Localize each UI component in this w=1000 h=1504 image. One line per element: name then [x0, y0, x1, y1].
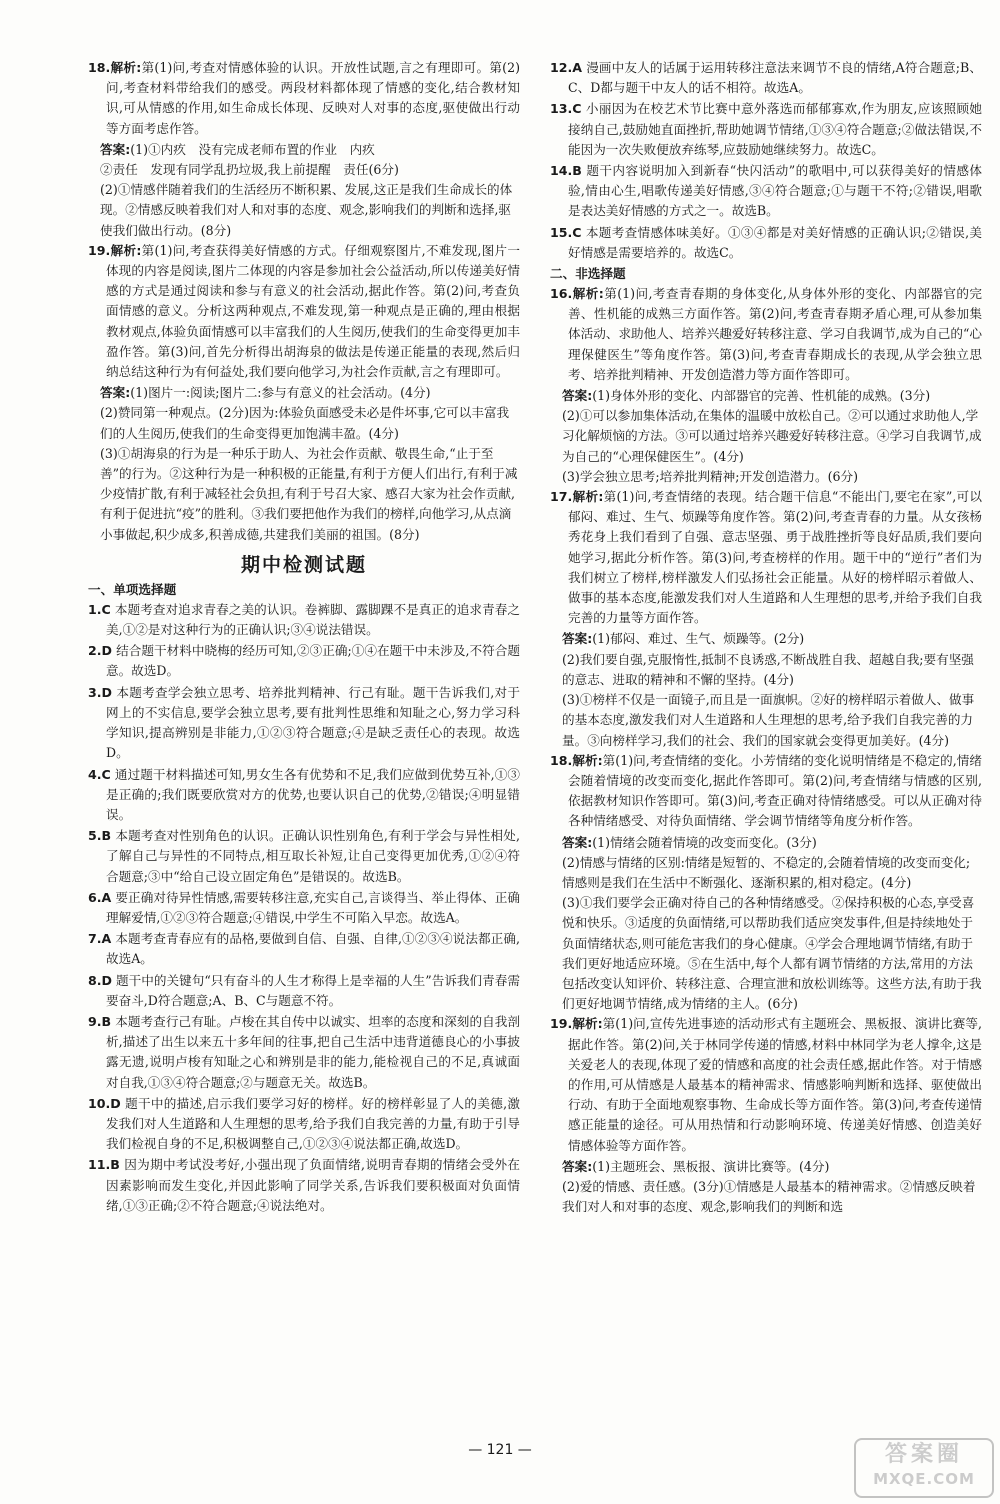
- analysis-label: 解析: [572, 489, 599, 505]
- answer-line: (1)图片一:阅读;图片二:参与有意义的社会活动。(4分): [130, 385, 431, 401]
- answer-line: (2)①可以参加集体活动,在集体的温暖中放松自己。②可以通过求助他人,学习化解烦恼的方法。③可以通过培养兴趣爱好转移注意。④学习自我调节,成为自己的“心理保健医生”。(4分): [562, 408, 982, 464]
- answer-label: 答案: [562, 1158, 588, 1174]
- question-number: 19.: [550, 1016, 573, 1032]
- analysis-text: 第(1)问,考查情绪的变化。小芳情绪的变化说明情绪是不稳定的,情绪会随着情境的改变而变化,据此作答即可。第(2)问,考查情绪与情感的区别,依据教材知识作答即可。第(3)问,考查正确对待情绪感受。可以从正确对待各种情绪感受、对待负面情绪、学会调节情绪等角度分析作答。: [568, 752, 982, 829]
- answer-line: (1)郁闷、难过、生气、烦躁等。(2分): [592, 631, 805, 647]
- mcq-explanation: 本题考查学会独立思考、培养批判精神、行己有耻。题干告诉我们,对于网上的不实信息,要学会独立思考,要有批判性思维和知耻之心,努力学习科学知识,提高辨别是非能力,①②③符合题意;④是缺乏责任心的表现。故选D。: [106, 684, 520, 761]
- answer-label: 答案: [562, 631, 588, 647]
- answer-line: (3)①我们要学会正确对待自己的各种情绪感受。②保持积极的心态,享受喜悦和快乐。③适度的负面情绪,可以帮助我们适应突发事件,但是持续地处于负面情绪状态,则可能危害我们的身心健康。④学会合理地调节情绪,有助于我们更好地适应环境。⑤在生活中,每个人都有调节情绪的方法,常用的方法包括改变认知评价、转移注意、合理宣泄和放松训练等。这些方法,有助于我们更好地调节情绪,成为情绪的主人。(6分): [562, 895, 982, 1012]
- mcq-item: [88, 683, 520, 764]
- answer-line: (2)爱的情感、责任感。(3分)①情感是人最基本的精神需求。②情感反映着我们对人和对事的态度、观念,影响我们的判断和选: [562, 1178, 976, 1215]
- mcq-item: [88, 641, 520, 681]
- section-heading: 二、非选择题: [550, 266, 626, 282]
- question-number: 9.B: [88, 1013, 112, 1029]
- mcq-explanation: 本题考查青春应有的品格,要做到自信、自强、自律,①②③④说法都正确,故选A。: [106, 931, 520, 967]
- mcq-item: [88, 971, 520, 1011]
- mcq-item: [88, 826, 520, 887]
- mcq-explanation: 本题考查对性别角色的认识。正确认识性别角色,有利于学会与异性相处,了解自己与异性的不同特点,相互取长补短,让自己变得更加优秀,①②④符合题意;③中“给自己设立固定角色”是错误的。故选B。: [106, 828, 520, 884]
- right-q16-analysis: 16.解析:第(1)问,考查青春期的身体变化,从身体外形的变化、内部器官的完善、性机能的成熟三方面作答。第(2)问,考查青春期矛盾心理,可从参加集体活动、求助他人、培养兴趣爱好转移注意、学习自我调节,成为自己的“心理保健医生”等角度作答。第(3)问,考查青春期成长的表现,从学会独立思考、培养批判精神、开发创造潜力等方面作答即可。: [550, 286, 982, 382]
- analysis-text: 第(1)问,考查情绪的表现。结合题干信息“不能出门,要宅在家”,可以郁闷、难过、生气、烦躁等角度作答。第(2)问,考查青春的力量。从女孩杨秀花身上我们看到了自强、意志坚强、勇于战胜挫折等良好品质,我们要向她学习,据此分析作答。第(3)问,考查榜样的作用。题干中的“逆行”者们为我们树立了榜样,榜样激发人们弘扬社会正能量。从好的榜样昭示着做人、做事的基本态度,能激发我们对人生道路和人生理想的思考,并给予我们自我完善的力量等方面作答。: [568, 489, 983, 626]
- mcq-item: [550, 99, 982, 160]
- analysis-label: 解析: [572, 286, 599, 302]
- mcq-item: [88, 1094, 520, 1155]
- question-number: 18.: [550, 752, 573, 768]
- answer-line: (2)情感与情绪的区别:情绪是短暂的、不稳定的,会随着情境的改变而变化;情感则是我们在生活中不断强化、逐渐积累的,相对稳定。(4分): [562, 854, 971, 890]
- answer-line: (1)情绪会随着情境的改变而变化。(3分): [592, 834, 817, 850]
- mcq-explanation: 题干中的关键句“只有奋斗的人生才称得上是幸福的人生”告诉我们青春需要奋斗,D符合题意;A、B、C与题意不符。: [106, 972, 520, 1008]
- question-number: 17.: [550, 489, 573, 505]
- question-number: 16.: [550, 286, 573, 302]
- watermark-text: 答案圈: [884, 1442, 963, 1467]
- analysis-label: 解析: [110, 242, 137, 258]
- mcq-explanation: 小丽因为在校艺术节比赛中意外落选而郁郁寡欢,作为朋友,应该照顾她接纳自己,鼓励她直面挫折,帮助她调节情绪,①③④符合题意;②做法错误,不能因为一次失败便放弃练琴,应鼓励她继续努力。故选C。: [568, 101, 982, 157]
- answer-line: (2)①情感伴随着我们的生活经历不断积累、发展,这正是我们生命成长的体现。②情感反映着我们对人和对事的态度、观念,影响我们的判断和选择,驱使我们做出行动。(8分): [100, 182, 513, 238]
- analysis-text: 第(1)问,宣传先进事迹的活动形式有主题班会、黑板报、演讲比赛等,据此作答。第(2)问,关于林同学传递的情感,材料中林同学为老人撑伞,这是关爱老人的表现,体现了爱的情感和高度的社会责任感,据此作答。对于情感的作用,可从情感是人最基本的精神需求、情感影响判断和选择、驱使做出行动、有助于全面地观察事物、生命成长等方面作答。第(3)问,考查传递情感正能量的途径。可从用热情和行动影响环境、传递美好情感、创造美好情感体验等方面作答。: [568, 1016, 982, 1153]
- question-number: 11.B: [88, 1157, 120, 1173]
- section-title: 期中检测试题: [240, 553, 367, 576]
- question-number: 18.: [88, 60, 111, 75]
- analysis-text: 第(1)问,考查对情感体验的认识。开放性试题,言之有理即可。第(2)问,考查材料带给我们的感受。两段材料都体现了情感的变化,结合教材知识,可从情感的作用,如生命成长体现、反映对人对事的态度,驱使做出行动等方面考虑作答。: [106, 60, 521, 136]
- analysis-label: 解析: [572, 1016, 598, 1032]
- page-number: — 121 —: [468, 1442, 532, 1458]
- answer-line: (1)主题班会、黑板报、演讲比赛等。(4分): [592, 1158, 830, 1174]
- mcq-explanation: 本题考查对追求青春之美的认识。卷裤脚、露脚踝不是真正的追求青春之美,①②是对这种行为的正确认识;③④说法错误。: [106, 601, 520, 638]
- left-q19-analysis: 19.解析:第(1)问,考查获得美好情感的方式。仔细观察图片,不难发现,图片一体现的内容是阅读,图片二体现的内容是参加社会公益活动,所以传递美好情感的方式是通过阅读和参与有意义的社会活动,据此作答。第(2)问,考查负面情感的意义。分析这两种观点,不难发现,第一种观点是正确的,理由根据教材观点,体验负面情感可以丰富我们的人生阅历,使我们的生命变得更加丰盈作答。第(3)问,首先分析得出胡海泉的做法是传递正能量的表现,然后归纳总结这种行为有何益处,我们要向他学习,为社会作贡献,言之有理即可。: [88, 242, 520, 380]
- right-q17-answer: 答案:(1)郁闷、难过、生气、烦躁等。(2分): [562, 631, 805, 647]
- mcq-explanation: 本题考查情感体味美好。①③④都是对美好情感的正确认识;②错误,美好情感是需要培养的。故选C。: [568, 224, 982, 260]
- mcq-explanation: 结合题干材料中晓梅的经历可知,②③正确;①④在题干中未涉及,不符合题意。故选D。: [106, 643, 520, 679]
- answer-label: 答案: [100, 385, 126, 401]
- mcq-item: [88, 765, 520, 826]
- mcq-item: [88, 929, 520, 969]
- answer-label: 答案: [562, 388, 588, 404]
- question-number: 8.D: [88, 972, 113, 988]
- watermark-logo: [854, 1438, 994, 1498]
- answer-line: ②责任 发现有同学乱扔垃圾,我上前提醒 责任(6分): [100, 162, 399, 178]
- question-number: 3.D: [88, 684, 113, 700]
- answer-line: (2)赞同第一种观点。(2分)因为:体验负面感受未必是件坏事,它可以丰富我们的人生阅历,使我们的生命变得更加饱满丰盈。(4分): [100, 405, 510, 441]
- left-q18-analysis: 18.解析:第(1)问,考查对情感体验的认识。开放性试题,言之有理即可。第(2)问,考查材料带给我们的感受。两段材料都体现了情感的变化,结合教材知识,可从情感的作用,如生命成长体现、反映对人对事的态度,驱使做出行动等方面考虑作答。: [88, 60, 521, 136]
- left-q18-answer: 答案:(1)①内疚 没有完成老师布置的作业 内疚: [100, 141, 375, 157]
- question-number: 1.C: [88, 601, 111, 617]
- question-number: 6.A: [88, 889, 112, 905]
- mcq-item: [88, 1155, 520, 1216]
- mcq-explanation: 要正确对待异性情感,需要转移注意,充实自己,言谈得当、举止得体、正确理解爱情,①②③符合题意;④错误,中学生不可陷入早恋。故选A。: [106, 889, 520, 925]
- analysis-label: 解析: [572, 752, 598, 768]
- mcq-item: [550, 223, 982, 263]
- right-column: [550, 58, 982, 1217]
- question-number: 14.B: [550, 163, 582, 179]
- mcq-explanation: 本题考查行己有耻。卢梭在其自传中以诚实、坦率的态度和深刻的自我剖析,描述了出生以来五十多年间的往事,把自己生活中违背道德良心的小事披露无遗,说明卢梭有知耻之心和辨别是非的能力,能检视自己的不足,真诚面对自我,①③④符合题意;②与题意无关。故选B。: [106, 1013, 520, 1090]
- mcq-item: [88, 600, 520, 640]
- watermark-url: MXQE.COM: [873, 1470, 975, 1488]
- mcq-item: [550, 58, 982, 98]
- section-heading: 一、单项选择题: [88, 581, 177, 597]
- mcq-explanation: 题干内容说明加入到新春“快闪活动”的歌唱中,可以获得美好的情感体验,情由心生,唱歌传递美好情感,③④符合题意;①与题干不符;②错误,唱歌是表达美好情感的方式之一。故选B。: [568, 163, 982, 219]
- page: [88, 58, 984, 1438]
- question-number: 4.C: [88, 766, 111, 782]
- mcq-explanation: 漫画中友人的话属于运用转移注意法来调节不良的情绪,A符合题意;B、C、D都与题干中友人的话不相符。故选A。: [568, 60, 982, 96]
- question-number: 7.A: [88, 931, 112, 947]
- analysis-label: 解析: [110, 60, 137, 75]
- analysis-text: 第(1)问,考查青春期的身体变化,从身体外形的变化、内部器官的完善、性机能的成熟三方面作答。第(2)问,考查青春期矛盾心理,可从参加集体活动、求助他人、培养兴趣爱好转移注意、学习自我调节,成为自己的“心理保健医生”等角度作答。第(3)问,考查青春期成长的表现,从学会独立思考、培养批判精神、开发创造潜力等方面作答即可。: [568, 286, 982, 382]
- right-q18-analysis: 18.解析:第(1)问,考查情绪的变化。小芳情绪的变化说明情绪是不稳定的,情绪会随着情境的改变而变化,据此作答即可。第(2)问,考查情绪与情感的区别,依据教材知识作答即可。第(3)问,考查正确对待情绪感受。可以从正确对待各种情绪感受、对待负面情绪、学会调节情绪等角度分析作答。: [550, 752, 982, 829]
- answer-label: 答案: [562, 834, 588, 850]
- answer-line: (3)①榜样不仅是一面镜子,而且是一面旗帜。②好的榜样昭示着做人、做事的基本态度,激发我们对人生道路和人生理想的思考,给予我们自我完善的力量。③向榜样学习,我们的社会、我们的国家就会变得更加美好。(4分): [562, 692, 975, 748]
- right-q19-analysis: 19.解析:第(1)问,宣传先进事迹的活动形式有主题班会、黑板报、演讲比赛等,据此作答。第(2)问,关于林同学传递的情感,材料中林同学为老人撑伞,这是关爱老人的表现,体现了爱的情感和高度的社会责任感,据此作答。对于情感的作用,可从情感是人最基本的精神需求、情感影响判断和选择、驱使做出行动、有助于全面地观察事物、生命成长等方面作答。第(3)问,考查传递情感正能量的途径。可从用热情和行动影响环境、传递美好情感、创造美好情感体验等方面作答。: [550, 1016, 982, 1153]
- question-number: 5.B: [88, 828, 112, 844]
- answer-line: (3)①胡海泉的行为是一种乐于助人、为社会作贡献、敬畏生命,“止于至善”的行为。②这种行为是一种积极的正能量,有利于方便人们出行,有利于减少疫情扩散,有利于减轻社会负担,有利于号召大家、感召大家为社会作贡献,有利于促进抗“疫”的胜利。③我们要把他作为我们的榜样,向他学习,从点滴小事做起,积少成多,积善成德,共建我们美丽的祖国。(8分): [100, 445, 518, 542]
- answer-line: (3)学会独立思考;培养批判精神;开发创造潜力。(6分): [562, 468, 859, 484]
- mcq-item: [88, 888, 520, 928]
- question-number: 10.D: [88, 1095, 121, 1111]
- question-number: 2.D: [88, 643, 113, 659]
- question-number: 12.A: [550, 60, 583, 75]
- answer-line: (1)身体外形的变化、内部器官的完善、性机能的成熟。(3分): [592, 388, 931, 404]
- right-q17-analysis: 17.解析:第(1)问,考查情绪的表现。结合题干信息“不能出门,要宅在家”,可以郁闷、难过、生气、烦躁等角度作答。第(2)问,考查青春的力量。从女孩杨秀花身上我们看到了自强、意志坚强、勇于战胜挫折等良好品质,我们要向她学习,据此分析作答。第(3)问,考查榜样的作用。题干中的“逆行”者们为我们树立了榜样,榜样激发人们弘扬社会正能量。从好的榜样昭示着做人、做事的基本态度,能激发我们对人生道路和人生理想的思考,并给予我们自我完善的力量等方面作答。: [550, 489, 983, 626]
- mcq-item: [550, 161, 982, 222]
- right-q16-answer: 答案:(1)身体外形的变化、内部器官的完善、性机能的成熟。(3分): [562, 388, 931, 404]
- mcq-explanation: 通过题干材料描述可知,男女生各有优势和不足,我们应做到优势互补,①③是正确的;我们既要欣赏对方的优势,也要认识自己的优势,②错误;④明显错误。: [106, 766, 520, 822]
- mcq-explanation: 因为期中考试没考好,小强出现了负面情绪,说明青春期的情绪会受外在因素影响而发生变化,并因此影响了同学关系,告诉我们要积极面对负面情绪,①③正确;②不符合题意;④说法绝对。: [106, 1157, 520, 1213]
- mcq-explanation: 题干中的描述,启示我们要学习好的榜样。好的榜样彰显了人的美德,激发我们对人生道路和人生理想的思考,给予我们自我完善的力量,有助于引导我们检视自身的不足,积极调整自己,①②③④说法都正确,故选D。: [106, 1095, 520, 1152]
- left-column: [88, 58, 520, 1217]
- right-q19-answer: 答案:(1)主题班会、黑板报、演讲比赛等。(4分): [562, 1158, 830, 1174]
- answer-label: 答案: [100, 141, 126, 157]
- left-q19-answer: 答案:(1)图片一:阅读;图片二:参与有意义的社会活动。(4分): [100, 385, 431, 401]
- answer-line: (1)①内疚 没有完成老师布置的作业 内疚: [130, 141, 375, 157]
- analysis-text: 第(1)问,考查获得美好情感的方式。仔细观察图片,不难发现,图片一体现的内容是阅读,图片二体现的内容是参加社会公益活动,所以传递美好情感的方式是通过阅读和参与有意义的社会活动,据此作答。第(2)问,考查负面情感的意义。分析这两种观点,不难发现,第一种观点是正确的,理由根据教材观点,体验负面情感可以丰富我们的人生阅历,使我们的生命变得更加丰盈作答。第(3)问,首先分析得出胡海泉的做法是传递正能量的表现,然后归纳总结这种行为有何益处,我们要向他学习,为社会作贡献,言之有理即可。: [106, 242, 520, 380]
- question-number: 13.C: [550, 101, 582, 117]
- question-number: 19.: [88, 242, 111, 258]
- question-number: 15.C: [550, 224, 582, 240]
- right-q18-answer: 答案:(1)情绪会随着情境的改变而变化。(3分): [562, 834, 817, 850]
- answer-line: (2)我们要自强,克服惰性,抵制不良诱惑,不断战胜自我、超越自我;要有坚强的意志、进取的精神和不懈的坚持。(4分): [562, 651, 974, 687]
- mcq-item: [88, 1012, 520, 1093]
